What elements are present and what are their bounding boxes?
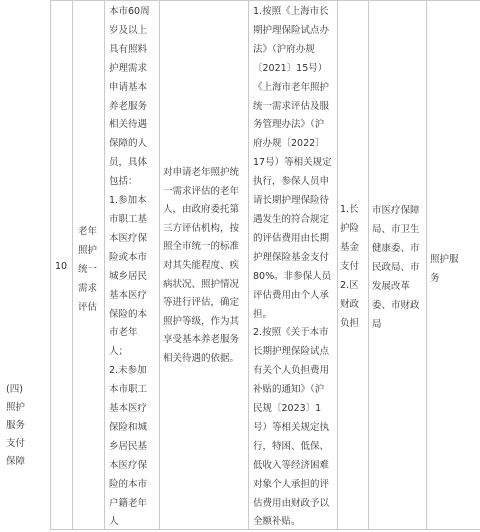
- service-target-cell: 本市60周 岁及以上 具有照料 护理需求 申请基本 养老服务 相关待遇 保障的人 员，具体 包括： 1.参加本 市职工基 本医疗保 险或本市 城乡居民 基本医疗 保险的本 市老年 人； 2.未参加 本市职工 基本医疗 保险和城 乡居民基 本医疗保 险的本市 户籍老年 人: [109, 6, 150, 528]
- policy-basis-cell: 1.按照《上海市长 期护理保险试点办 法》（沪府办规 〔2021〕15号） 《上海市老年照护 统一需求评估及服 务管理办法》（沪 府办规〔2022〕 17号）等相关规定 执行，参保人员申 请长期护理保险待 遇发生的符合规定 的评估费用由长期 护理保险基金支付 80%。非参保人员 评估费用由个人承 担。 2.按照《关于本市 长期护理保险试点 有关个人负担费用 补贴的通知》（沪 民规〔2023〕1 号）等相关规定执 行，特困、低保、 低收入等经济困难 对象个人承担的评 估费用由财政予以 全额补贴。: [253, 6, 332, 528]
- column-divider: [104, 0, 105, 530]
- funding-source-cell: 1.长 护险 基金 支付 2.区 财政 负担: [340, 204, 360, 329]
- column-divider: [248, 0, 249, 530]
- service-content-cell: 对申请老年照护统 一需求评估的老年 人，由政府委托第 三方评估机构，按 照全市统一的标准 对其失能程度、疾 病状况、照护情况 等进行评估，确定 照护等级，作为其 享受基本养老服务 相关待遇的依据。: [163, 167, 240, 364]
- row-divider: [50, 0, 480, 1]
- column-divider: [159, 0, 160, 530]
- row-number-cell: 10: [54, 261, 68, 272]
- category-cell: (四) 照护 服务 支付 保障: [6, 384, 26, 467]
- column-divider: [72, 0, 73, 530]
- service-type-cell: 照护服 务: [430, 254, 459, 284]
- column-divider: [50, 0, 51, 530]
- item-name-cell: 老年 照护 统一 需求 评估: [78, 226, 98, 313]
- column-divider: [337, 0, 338, 530]
- column-divider: [368, 0, 369, 530]
- responsible-departments-cell: 市医疗保障 局、市卫生 健康委、市 民政局、市 发展改革 委、市财政 局: [372, 205, 420, 330]
- column-divider: [426, 0, 427, 530]
